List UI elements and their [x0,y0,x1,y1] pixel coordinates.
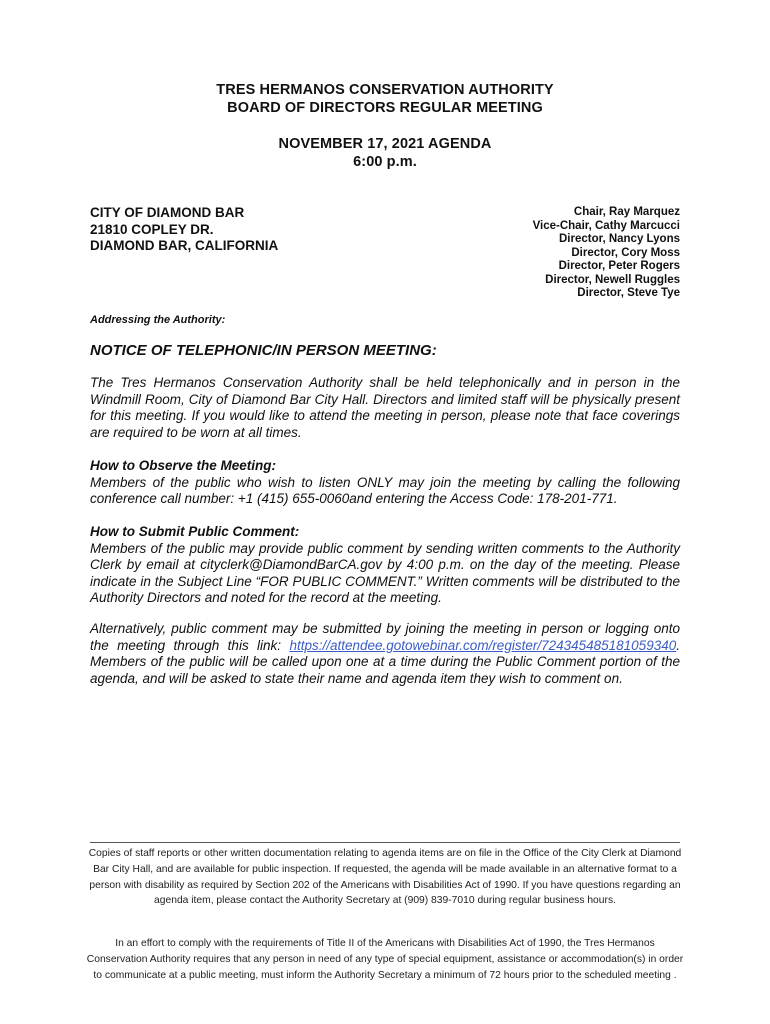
date-block [0,135,770,171]
board-of-directors-list [533,206,680,301]
board-member: Director, Newell Ruggles [545,273,680,286]
footer-public-records-note: Copies of staff reports or other written documentation relating to agenda items are on file in the Office of the City Clerk at Diamond Bar City Hall, and are available for public inspection. If requested, the agenda will be made available in an alternative format to a person with disability as required by Section 202 of the Americans with Disabilities Act of 1990. If you have questions regarding an agenda item, please contact the Authority Secretary at (909) 839-7010 during regular business hours. [88,848,682,907]
comment-body: Members of the public may provide public comment by sending written comments to the Authority Clerk by email at cityclerk@DiamondBarCA.gov by 4:00 p.m. on the day of the meeting. Please indicate in the Subject Line “FOR PUBLIC COMMENT.” Written comments will be distributed to the Authority Directors and noted for the record at the meeting. [90,540,680,605]
addressing-label: Addressing the Authority: [90,314,226,326]
footer-divider [90,842,680,843]
alternative-section [90,621,680,687]
location-line-3: DIAMOND BAR, CALIFORNIA [90,238,279,253]
alternative-body-before: Alternatively, public comment may be submitted by joining the meeting in person or logging onto the meeting through this link: [90,621,680,653]
board-member: Director, Steve Tye [577,287,680,299]
comment-heading: How to Submit Public Comment: [90,524,300,539]
alternative-body-after: . Members of the public will be called upon one at a time during the Public Comment portion of the agenda, and will be asked to state their name and agenda item they wish to comment on. [90,637,680,686]
webinar-registration-link[interactable]: https://attendee.gotowebinar.com/register/724345485181059340 [289,637,677,653]
agenda-date: NOVEMBER 17, 2021 AGENDA [278,136,492,152]
meeting-location [90,205,278,255]
title-block [0,81,770,117]
board-member: Chair, Ray Marquez [573,206,680,218]
observe-body: Members of the public who wish to listen ONLY may join the meeting by calling the following conference call number: +1 (415) 655-0060and entering the Access Code: 178-201-771. [90,474,680,506]
meeting-type: BOARD OF DIRECTORS REGULAR MEETING [227,100,543,116]
location-line-2: 21810 COPLEY DR. [90,221,214,237]
board-member: Vice-Chair, Cathy Marcucci [532,219,680,232]
meeting-time: 6:00 p.m. [353,154,417,170]
board-member: Director, Cory Moss [571,246,680,259]
notice-heading: NOTICE OF TELEPHONIC/IN PERSON MEETING: [90,342,437,359]
location-line-1: CITY OF DIAMOND BAR [90,205,245,220]
comment-section [90,524,680,607]
board-member: Director, Nancy Lyons [558,233,680,245]
board-member: Director, Peter Rogers [558,260,680,272]
observe-heading: How to Observe the Meeting: [90,458,277,473]
notice-body: The Tres Hermanos Conservation Authority shall be held telephonically and in person in the Windmill Room, City of Diamond Bar City Hall. Directors and limited staff will be physically present for this meeting. If you would like to attend the meeting in person, please note that face coverings are required to be worn at all times. [90,375,680,440]
footer-ada-note: In an effort to comply with the requirements of Title II of the Americans with Disabilities Act of 1990, the Tres Hermanos Conservation Authority requires that any person in need of any type of special equipment, assistance or accommodation(s) in order to communicate at a public meeting, must inform the Authority Secretary a minimum of 72 hours prior to the scheduled meeting . [86,938,684,981]
org-name: TRES HERMANOS CONSERVATION AUTHORITY [216,82,554,98]
notice-paragraph [90,375,680,441]
observe-section [90,458,680,508]
